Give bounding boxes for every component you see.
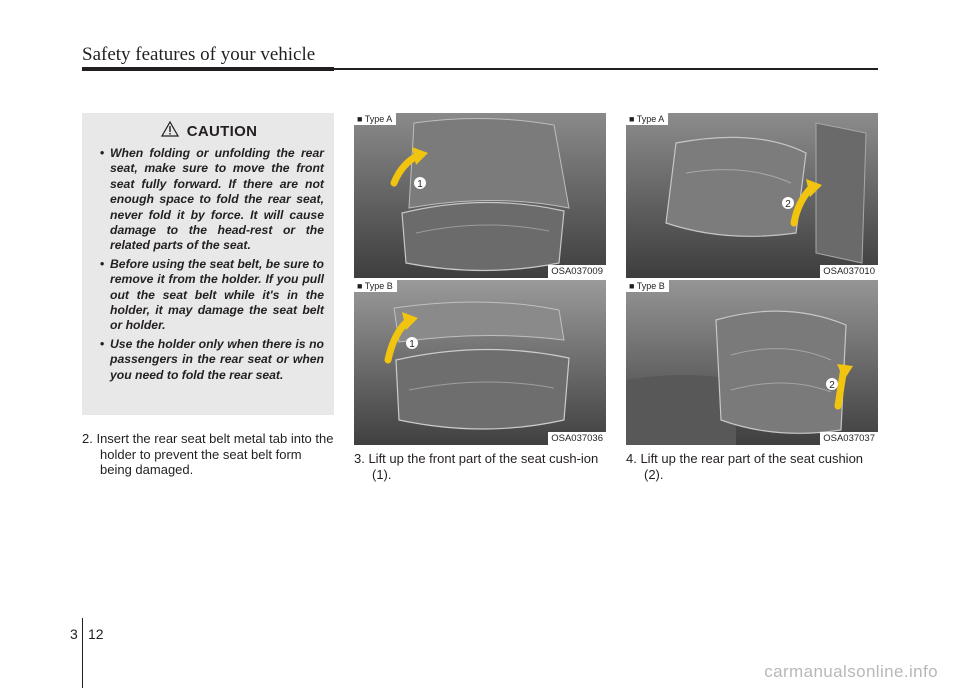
figure-type-label: ■ Type B bbox=[626, 280, 669, 292]
svg-text:1: 1 bbox=[409, 339, 415, 350]
page-chapter: 3 bbox=[70, 626, 78, 642]
watermark: carmanualsonline.info bbox=[764, 662, 938, 681]
svg-text:2: 2 bbox=[785, 199, 791, 210]
figure-code: OSA037009 bbox=[548, 265, 606, 278]
warning-triangle-icon bbox=[161, 121, 179, 142]
seat-illustration bbox=[354, 113, 606, 278]
step-3-text: 3. Lift up the front part of the seat cush-ion (1). bbox=[354, 451, 599, 482]
figure-type-b-step4 bbox=[626, 280, 878, 445]
seat-illustration bbox=[626, 113, 878, 278]
figure-code: OSA037010 bbox=[820, 265, 878, 278]
header-rule-accent bbox=[82, 67, 334, 71]
svg-text:2: 2 bbox=[829, 380, 835, 391]
caution-item: • When folding or unfolding the rear seat, make sure to move the front seat fully forward. If there are not enough space to fold the rear seat, never fold it by force. It will cause damage to the head-rest or the related parts of the seat. bbox=[94, 146, 324, 254]
caution-list bbox=[94, 146, 324, 383]
seat-illustration bbox=[354, 280, 606, 445]
figure-type-label: ■ Type A bbox=[626, 113, 668, 125]
figure-type-a-step4 bbox=[626, 113, 878, 278]
figure-type-a-step3 bbox=[354, 113, 606, 278]
page-header-title: Safety features of your vehicle bbox=[82, 44, 316, 65]
seat-illustration bbox=[626, 280, 878, 445]
page-number: 12 bbox=[88, 626, 104, 642]
figure-type-b-step3 bbox=[354, 280, 606, 445]
caution-item: • Before using the seat belt, be sure to remove it from the holder. If you pull out the seat belt while it's in the holder, it may damage the seat belt or holder. bbox=[94, 257, 324, 334]
figure-type-label: ■ Type A bbox=[354, 113, 396, 125]
svg-text:1: 1 bbox=[417, 179, 423, 190]
step-2-text: 2. Insert the rear seat belt metal tab into the holder to prevent the seat belt form being damaged. bbox=[82, 431, 334, 477]
caution-item: • Use the holder only when there is no passengers in the rear seat or when you need to fold the rear seat. bbox=[94, 337, 324, 383]
figure-code: OSA037036 bbox=[548, 432, 606, 445]
footer-rule bbox=[82, 618, 83, 688]
caution-header bbox=[94, 121, 324, 142]
caution-box bbox=[82, 113, 334, 415]
figure-code: OSA037037 bbox=[820, 432, 878, 445]
figure-type-label: ■ Type B bbox=[354, 280, 397, 292]
caution-title: CAUTION bbox=[186, 123, 258, 140]
step-4-text: 4. Lift up the rear part of the seat cushion (2). bbox=[626, 451, 864, 482]
